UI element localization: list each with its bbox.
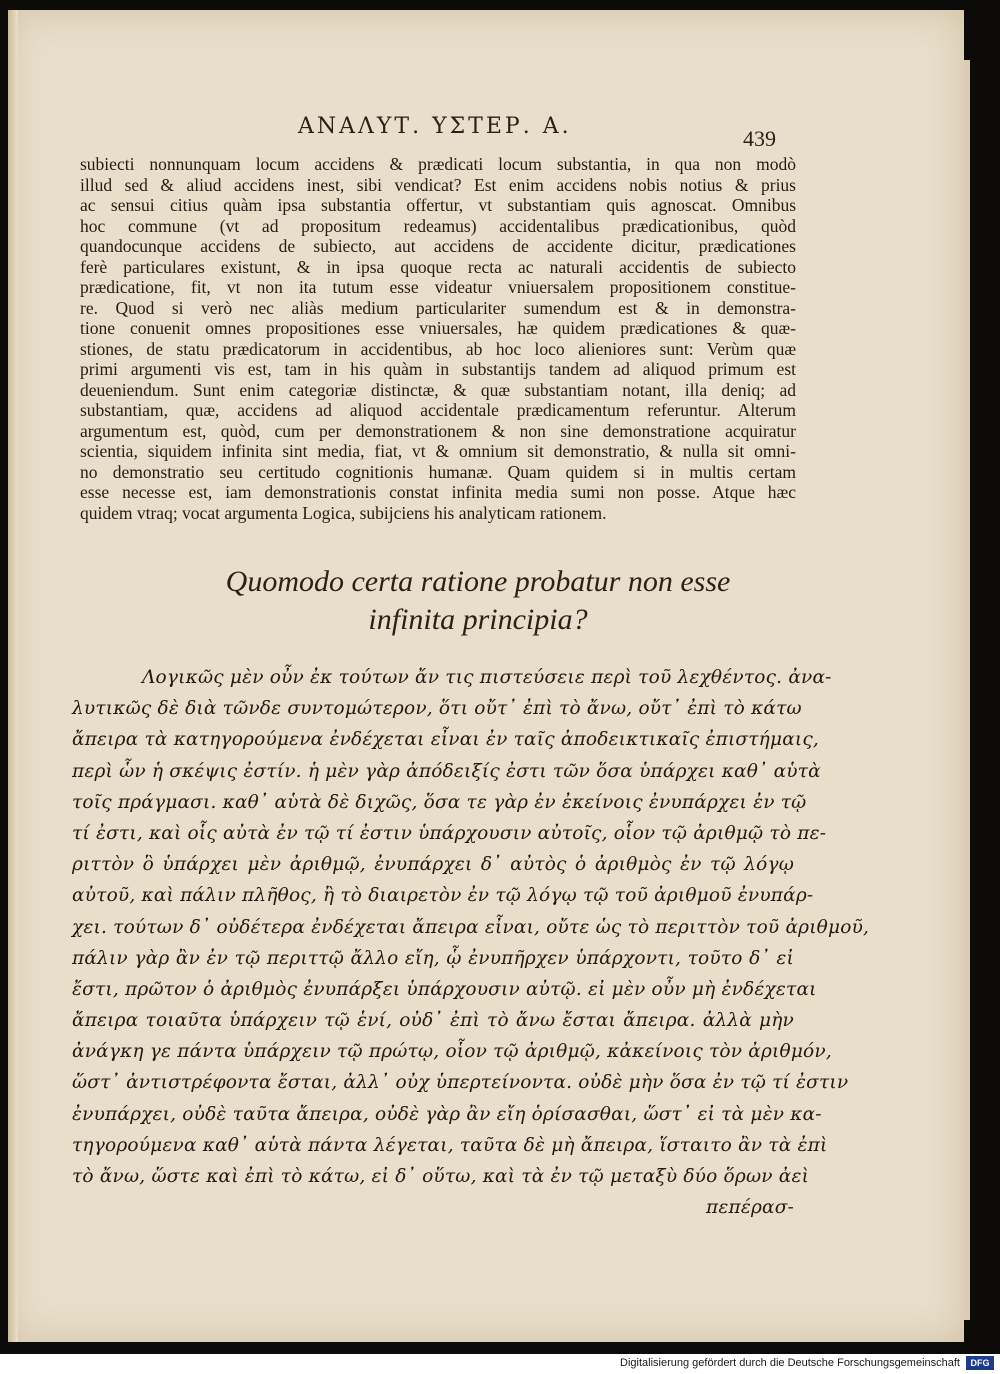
greek-line: τί ἐστι, καὶ οἷς αὐτὰ ἐν τῷ τί ἐστιν ὑπάρχουσιν αὐτοῖς, οἷον τῷ ἀριθμῷ τὸ πε- bbox=[72, 822, 827, 844]
latin-line: argumentum est, quòd, cum per demonstrationem & non sine demonstratione acquiratur bbox=[80, 420, 796, 441]
greek-line: ριττὸν ὃ ὑπάρχει μὲν ἀριθμῷ, ἐνυπάρχει δ᾽ αὐτὸς ὁ ἀριθμὸς ἐν τῷ λόγῳ bbox=[72, 854, 794, 876]
greek-text bbox=[72, 662, 870, 1223]
greek-line: Λογικῶς μὲν οὖν ἐκ τούτων ἄν τις πιστεύσειε περὶ τοῦ λεχθέντος. ἀνα- bbox=[142, 667, 832, 688]
latin-line: scientia, siquidem infinita sint media, fiat, vt & omnium sit demonstratio, & nulla sit omni- bbox=[80, 441, 796, 461]
latin-line: primi argumenti vis est, tam in his quàm in substantijs tandem ad aliquod primum est bbox=[80, 359, 796, 379]
funding-notice: Digitalisierung gefördert durch die Deutsche Forschungsgemeinschaft bbox=[620, 1357, 960, 1369]
footer-bar bbox=[0, 1354, 1000, 1374]
greek-line: ἔστι, πρῶτον ὁ ἀριθμὸς ἐνυπάρξει ὑπάρχουσιν αὐτῷ. εἰ μὲν οὖν μὴ ἐνδέχεται bbox=[72, 978, 817, 1000]
latin-line: tione conuenit omnes propositiones esse vniuersales, hæ quidem prædicationes & quæ- bbox=[80, 318, 796, 338]
greek-line: περὶ ὧν ἡ σκέψις ἐστίν. ἡ μὲν γὰρ ἀπόδειξίς ἐστι τῶν ὅσα ὑπάρχει καθ᾽ αὑτὰ bbox=[72, 760, 821, 782]
greek-line: χει. τούτων δ᾽ οὐδέτερα ἐνδέχεται ἄπειρα εἶναι, οὔτε ὡς τὸ περιττὸν τοῦ ἀριθμοῦ, bbox=[72, 916, 870, 938]
latin-line: illud sed & aliud accidens inest, sibi vendicat? Est enim accidens nobis notius & prius bbox=[80, 174, 796, 195]
latin-line: stiones, de statu prædicatorum in accidentibus, ab hoc loco alieniores sunt: Verùm quæ bbox=[80, 338, 796, 359]
greek-line: ἄπειρα τοιαῦτα ὑπάρχειν τῷ ἑνί, οὐδ᾽ ἐπὶ τὸ ἄνω ἔσται ἄπειρα. ἀλλὰ μὴν bbox=[72, 1010, 794, 1032]
greek-line: αὐτοῦ, καὶ πάλιν πλῆθος, ἢ τὸ διαιρετὸν ἐν τῷ λόγῳ τῷ τοῦ ἀριθμοῦ ἐνυπάρ- bbox=[72, 885, 814, 907]
section-heading bbox=[68, 563, 888, 639]
greek-line: ἄπειρα τὰ κατηγορούμενα ἐνδέχεται εἶναι ἐν ταῖς ἀποδεικτικαῖς ἐπιστήμαις, bbox=[72, 729, 819, 751]
running-head: ΑΝΑΛΥΤ. ΥΣΤΕΡ. Α. bbox=[298, 114, 572, 139]
greek-line: ἀνάγκη γε πάντα ὑπάρχειν τῷ πρώτῳ, οἷον τῷ ἀριθμῷ, κἀκείνοις τὸν ἀριθμόν, bbox=[72, 1041, 832, 1063]
greek-line: ἐνυπάρχει, οὐδὲ ταῦτα ἄπειρα, οὐδὲ γὰρ ἂν εἴη ὁρίσασθαι, ὥστ᾽ εἰ τὰ μὲν κα- bbox=[72, 1103, 822, 1125]
greek-line: ὥστ᾽ ἀντιστρέφοντα ἔσται, ἀλλ᾽ οὐχ ὑπερτείνοντα. οὐδὲ μὴν ὅσα ἐν τῷ τί ἐστιν bbox=[72, 1072, 849, 1094]
book-page bbox=[8, 10, 964, 1342]
greek-line: πάλιν γὰρ ἂν ἐν τῷ περιττῷ ἄλλο εἴη, ᾧ ἐνυπῆρχεν ὑπάρχοντι, τοῦτο δ᾽ εἰ bbox=[72, 947, 794, 969]
dfg-logo[interactable]: DFG bbox=[966, 1356, 994, 1370]
page-spine-shadow bbox=[8, 10, 18, 1342]
latin-line: re. Quod si verò nec aliàs medium particulariter sumendum est & in demonstra- bbox=[80, 297, 796, 318]
page-edge bbox=[964, 60, 970, 1320]
greek-line: τηγορούμενα καθ᾽ αὑτὰ πάντα λέγεται, ταῦτα δὲ μὴ ἄπειρα, ἵσταιτο ἂν τὰ ἐπὶ bbox=[72, 1134, 828, 1156]
latin-line: ac sensui citius quàm ipsa substantia offertur, vt substantiam quis agnoscat. Omnibus bbox=[80, 195, 796, 215]
section-heading-line: Quomodo certa ratione probatur non esse bbox=[225, 565, 731, 598]
greek-line: τοῖς πράγμασι. καθ᾽ αὑτὰ δὲ διχῶς, ὅσα τε γὰρ ἐν ἐκείνοις ἐνυπάρχει ἐν τῷ bbox=[72, 791, 807, 813]
latin-line: hoc commune (vt ad propositum redeamus) accidentalibus prædicationibus, quòd bbox=[80, 215, 796, 236]
catchword: πεπέρασ- bbox=[705, 1197, 794, 1219]
latin-line: prædicatione, fit, vt non ita tutum esse videatur vniuersalem propositionem constitue- bbox=[80, 277, 796, 297]
latin-line: quidem vtraq; vocat argumenta Logica, subijciens his analyticam rationem. bbox=[80, 502, 607, 523]
latin-commentary bbox=[80, 154, 796, 523]
latin-line: quandocunque accidens de subiecto, aut accidens de accidente dicitur, prædicationes bbox=[80, 236, 796, 256]
latin-line: deueniendum. Sunt enim categoriæ distinctæ, & quæ substantiam notant, illa deniq; ad bbox=[80, 379, 796, 400]
section-heading-line: infinita principia? bbox=[368, 603, 588, 636]
page-number: 439 bbox=[743, 126, 776, 151]
greek-line: λυτικῶς δὲ διὰ τῶνδε συντομώτερον, ὅτι οὔτ᾽ ἐπὶ τὸ ἄνω, οὔτ᾽ ἐπὶ τὸ κάτω bbox=[72, 698, 802, 720]
latin-line: esse necesse est, iam demonstrationis constat infinita media sumi non posse. Atque hæc bbox=[80, 482, 796, 502]
latin-line: subiecti nonnunquam locum accidens & prædicati locum substantia, in qua non modò bbox=[80, 154, 796, 174]
latin-line: no demonstratio seu certitudo cognitionis humanæ. Quam quidem si in multis certam bbox=[80, 461, 796, 482]
latin-line: substantiam, quæ, accidens ad aliquod accidentale prædicamentum referuntur. Alterum bbox=[80, 400, 796, 420]
latin-line: ferè particulares existunt, & in ipsa quoque recta ac naturali accidentis de subiecto bbox=[80, 256, 796, 277]
greek-line: τὸ ἄνω, ὥστε καὶ ἐπὶ τὸ κάτω, εἰ δ᾽ οὕτω, καὶ τὰ ἐν τῷ μεταξὺ δύο ὅρων ἀεὶ bbox=[72, 1166, 810, 1187]
